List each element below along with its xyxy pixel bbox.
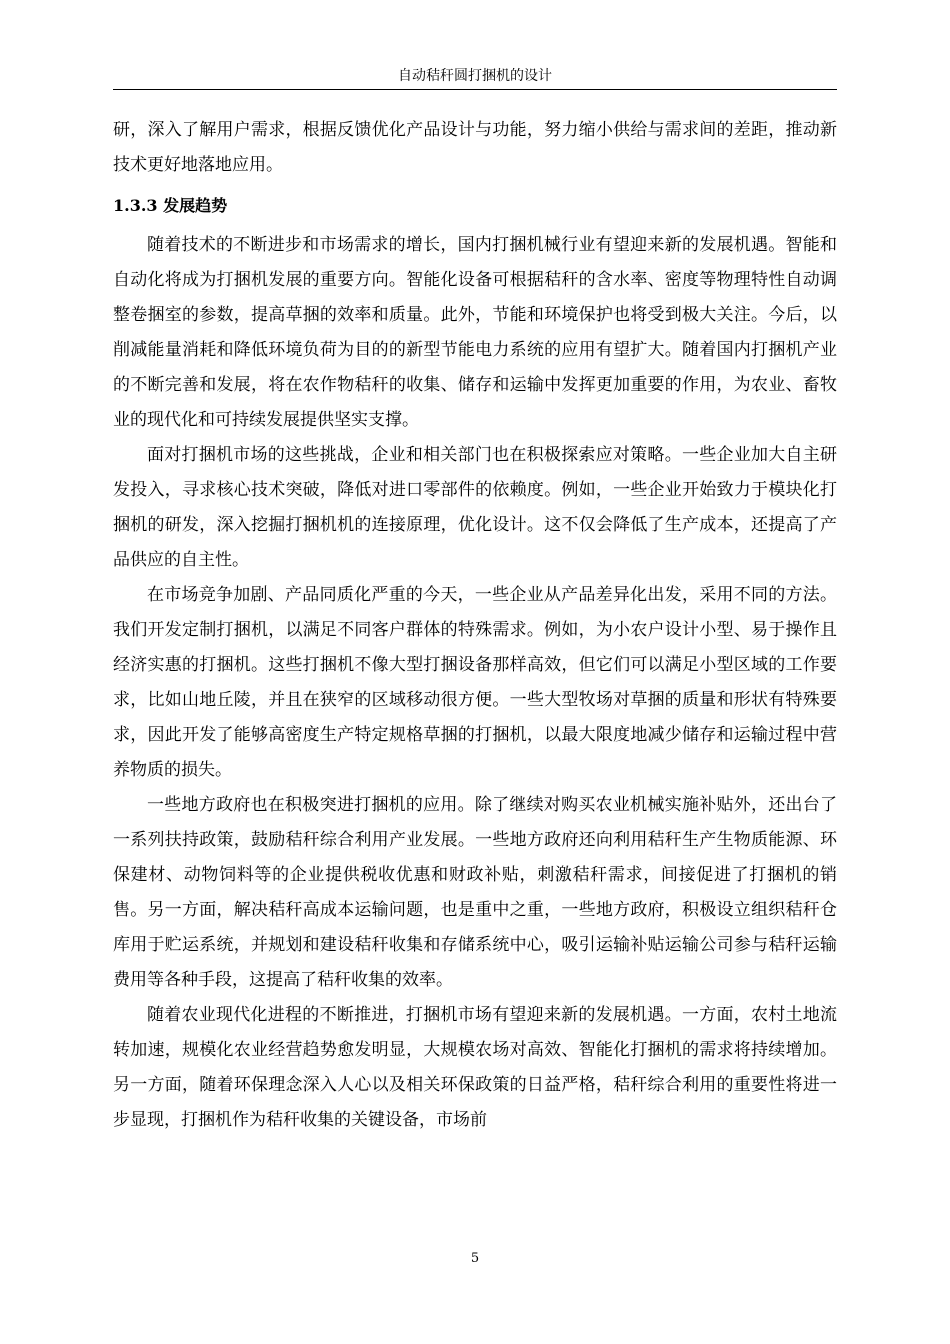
continued-paragraph: 研，深入了解用户需求，根据反馈优化产品设计与功能，努力缩小供给与需求间的差距，推动新技术更好地落地应用。 <box>113 120 837 175</box>
paragraph-government: 一些地方政府也在积极突进打捆机的应用。除了继续对购买农业机械实施补贴外，还出台了一系列扶持政策，鼓励秸秆综合利用产业发展。一些地方政府还向利用秸秆生产生物质能源、环保建材、动物饲料等的企业提供税收优惠和财政补贴，刺激秸秆需求，间接促进了打捆机的销售。另一方面，解决秸秆高成本运输问题，也是重中之重，一些地方政府，积极设立组织秸秆仓库用于贮运系统，并规划和建设秸秆收集和存储系统中心，吸引运输补贴运输公司参与秸秆运输费用等各种手段，这提高了秸秆收集的效率。 <box>113 795 837 990</box>
paragraph-differentiation: 在市场竞争加剧、产品同质化严重的今天，一些企业从产品差异化出发，采用不同的方法。我们开发定制打捆机，以满足不同客户群体的特殊需求。例如，为小农户设计小型、易于操作且经济实惠的打捆机。这些打捆机不像大型打捆设备那样高效，但它们可以满足小型区域的工作要求，比如山地丘陵，并且在狭窄的区域移动很方便。一些大型牧场对草捆的质量和形状有特殊要求，因此开发了能够高密度生产特定规格草捆的打捆机，以最大限度地减少储存和运输过程中营养物质的损失。 <box>113 585 837 780</box>
section-heading: 1.3.3 发展趋势 <box>113 196 228 215</box>
paragraph-outlook: 随着农业现代化进程的不断推进，打捆机市场有望迎来新的发展机遇。一方面，农村土地流转加速，规模化农业经营趋势愈发明显，大规模农场对高效、智能化打捆机的需求将持续增加。另一方面，随着环保理念深入人心以及相关环保政策的日益严格，秸秆综合利用的重要性将进一步显现，打捆机作为秸秆收集的关键设备，市场前 <box>113 1005 837 1130</box>
running-header: 自动秸秆圆打捆机的设计 <box>398 68 552 84</box>
page-number: 5 <box>470 1251 480 1266</box>
paragraph-trends: 随着技术的不断进步和市场需求的增长，国内打捆机械行业有望迎来新的发展机遇。智能和自动化将成为打捆机发展的重要方向。智能化设备可根据秸秆的含水率、密度等物理特性自动调整卷捆室的参数，提高草捆的效率和质量。此外，节能和环境保护也将受到极大关注。今后，以削减能量消耗和降低环境负荷为目的的新型节能电力系统的应用有望扩大。随着国内打捆机产业的不断完善和发展，将在农作物秸秆的收集、储存和运输中发挥更加重要的作用，为农业、畜牧业的现代化和可持续发展提供坚实支撑。 <box>113 235 837 430</box>
header-rule <box>113 89 837 90</box>
paragraph-challenges: 面对打捆机市场的这些挑战，企业和相关部门也在积极探索应对策略。一些企业加大自主研发投入，寻求核心技术突破，降低对进口零部件的依赖度。例如，一些企业开始致力于模块化打捆机的研发，深入挖掘打捆机机的连接原理，优化设计。这不仅会降低了生产成本，还提高了产品供应的自主性。 <box>113 445 837 570</box>
body-text <box>113 113 837 1138</box>
